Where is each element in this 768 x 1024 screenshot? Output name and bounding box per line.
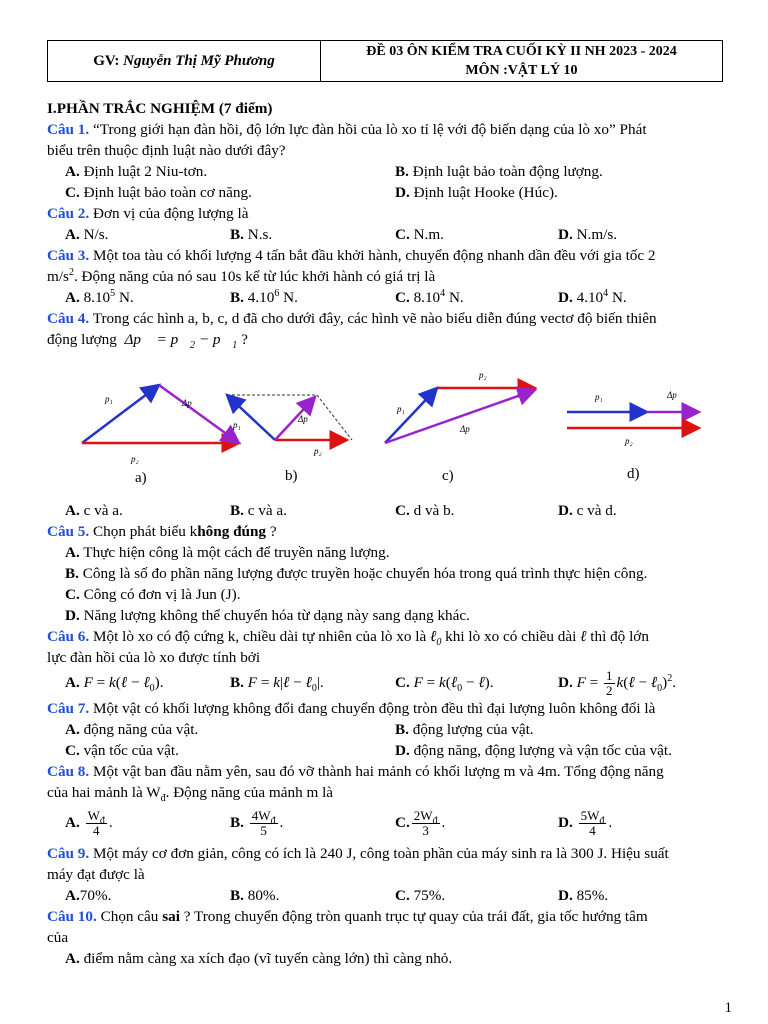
- option-b[interactable]: B. F = k|ℓ − ℓ$_0$|.: [230, 674, 324, 695]
- question-text: Trong các hình a, b, c, d đã cho dưới đây, các hình vẽ nào biểu diễn đúng vectơ độ biến thiên: [89, 310, 657, 327]
- option-b[interactable]: B. động lượng của vật.: [395, 721, 534, 738]
- caption-d: d): [627, 466, 640, 482]
- svg-text:p₂: p₂: [479, 370, 487, 380]
- option-b[interactable]: B. 4.10$^6$ N.: [230, 287, 298, 306]
- option-b[interactable]: B. Công là số đo phần năng lượng được truyền hoặc chuyển hóa trong quá trình thực hiện công.: [65, 565, 648, 582]
- question-text-cont: của hai mảnh là $W_đ$. Động năng của mảnh m là: [47, 784, 334, 805]
- option-a[interactable]: A. $\frac{W_đ}{4}$ .: [65, 808, 113, 839]
- exam-header: [47, 40, 723, 82]
- vector-figures: [47, 350, 761, 500]
- question-label: Câu 3.: [47, 247, 90, 264]
- caption-a: a): [135, 470, 147, 486]
- question-text: Đơn vị của động lượng là: [89, 205, 249, 222]
- question-label: Câu 7.: [47, 700, 90, 717]
- option-d[interactable]: D. c và d.: [558, 502, 617, 519]
- options-row: [47, 182, 761, 203]
- options-row: [47, 885, 761, 906]
- option-d[interactable]: D. $\frac{5W_đ}{4}$ .: [558, 808, 613, 839]
- option-d[interactable]: D. Định luật Hooke (Húc).: [395, 184, 558, 201]
- question-6: Câu 6. Một lò xo có độ cứng k, chiều dài tự nhiên của lò xo là ℓ$_0$ khi lò xo có chiều dài ℓ thì độ lớn: [47, 628, 649, 649]
- option-a[interactable]: A. c và a.: [65, 502, 123, 519]
- option-c[interactable]: C. 75%.: [395, 887, 446, 904]
- caption-b: b): [285, 468, 298, 484]
- svg-text:p₁: p₁: [595, 392, 603, 402]
- teacher-label: GV:: [93, 52, 120, 69]
- option-a[interactable]: A.70%.: [65, 887, 112, 904]
- option-b[interactable]: B. c và a.: [230, 502, 287, 519]
- options-row: [47, 719, 761, 740]
- question-1: [47, 119, 761, 140]
- question-text: Một toa tàu có khối lượng 4 tấn bắt đầu khởi hành, chuyển động nhanh dần đều với gia tốc 2: [89, 247, 656, 264]
- svg-text:p₂: p₂: [314, 446, 322, 456]
- question-text-cont: biểu trên thuộc định luật nào dưới đây?: [47, 142, 286, 159]
- svg-text:Δp: Δp: [667, 390, 677, 400]
- option-c[interactable]: C. vận tốc của vật.: [65, 742, 179, 759]
- figure-d: [567, 390, 699, 446]
- figure-b: [227, 395, 352, 456]
- option-b[interactable]: B. N.s.: [230, 226, 273, 243]
- question-text: “Trong giới hạn đàn hồi, độ lớn lực đàn hồi của lò xo tỉ lệ với độ biến dạng của lò xo” Phát: [89, 121, 647, 138]
- option-d[interactable]: D. F = $\frac{1}{2}$ k(ℓ − ℓ$_0$)$^2$.: [558, 668, 677, 699]
- question-text-cont: $m/s^2$. Động năng của nó sau 10s kể từ lúc khởi hành có giá trị là: [47, 266, 436, 285]
- question-9: Câu 9. Một máy cơ đơn giản, công có ích là 240 J, công toàn phần của máy sinh ra là 300 J. Hiệu suất: [47, 845, 669, 862]
- exam-title: ĐỀ 03 ÔN KIỂM TRA CUỐI KỲ II NH 2023 - 2024: [366, 44, 677, 59]
- exam-subject: MÔN :VẬT LÝ 10: [465, 63, 578, 78]
- option-d[interactable]: D. 4.10$^4$ N.: [558, 287, 627, 306]
- question-4: [47, 308, 761, 329]
- option-a[interactable]: A. Thực hiện công là một cách để truyền năng lượng.: [65, 544, 390, 561]
- options-row: [47, 287, 761, 308]
- question-text-cont: máy đạt được là: [47, 866, 145, 883]
- options-row: [47, 161, 761, 182]
- option-a[interactable]: A. 8.10$^5$ N.: [65, 287, 134, 306]
- question-text-cont: của: [47, 929, 69, 946]
- option-c[interactable]: C. Công có đơn vị là Jun (J).: [65, 586, 241, 603]
- question-5: Câu 5. Chọn phát biểu không đúng ?: [47, 523, 277, 540]
- option-a[interactable]: A. F = k(ℓ − ℓ$_0$).: [65, 674, 164, 695]
- option-b[interactable]: B. 80%.: [230, 887, 280, 904]
- figure-c: [385, 370, 535, 443]
- option-a[interactable]: A. N/s.: [65, 226, 109, 243]
- option-c[interactable]: C. d và b.: [395, 502, 455, 519]
- question-text-cont: động lượng Δp⃗ = $p⃗_2$ − $p⃗_1$ ?: [47, 331, 248, 352]
- question-label: Câu 6.: [47, 628, 90, 645]
- page-number: 1: [724, 1000, 732, 1016]
- svg-text:Δp: Δp: [298, 414, 308, 424]
- options-row: [47, 803, 761, 843]
- svg-text:p₂: p₂: [131, 454, 139, 464]
- options-row: [47, 740, 761, 761]
- option-a[interactable]: A. Định luật 2 Niu-tơn.: [65, 163, 208, 180]
- vector-diagrams: [47, 350, 761, 500]
- figure-a: [82, 385, 239, 464]
- option-d[interactable]: D. Năng lượng không thể chuyển hóa từ dạng này sang dạng khác.: [65, 607, 470, 624]
- question-label: Câu 4.: [47, 310, 90, 327]
- option-c[interactable]: C. F = k(ℓ$_0$ − ℓ).: [395, 674, 494, 695]
- option-c[interactable]: C. N.m.: [395, 226, 444, 243]
- svg-text:p₁: p₁: [397, 404, 405, 414]
- option-a[interactable]: A. động năng của vật.: [65, 721, 199, 738]
- question-3: [47, 245, 761, 266]
- question-8: Câu 8. Một vật ban đầu nằm yên, sau đó vỡ thành hai mảnh có khối lượng m và 4m. Tổng động năng: [47, 763, 664, 780]
- exam-content: [47, 98, 761, 969]
- question-text-cont: lực đàn hồi của lò xo được tính bởi: [47, 649, 261, 666]
- teacher-cell: [48, 41, 321, 81]
- option-b[interactable]: B. Định luật bảo toàn động lượng.: [395, 163, 603, 180]
- question-10: Câu 10. Chọn câu sai ? Trong chuyển động tròn quanh trục tự quay của trái đất, gia tốc hướng tâm: [47, 908, 648, 925]
- option-d[interactable]: D. N.m/s.: [558, 226, 618, 243]
- svg-text:p₁: p₁: [233, 420, 241, 430]
- question-2: [47, 203, 761, 224]
- question-label: Câu 1.: [47, 121, 90, 138]
- question-label: Câu 8.: [47, 763, 90, 780]
- section-title: I.PHẦN TRẮC NGHIỆM (7 điểm): [47, 100, 273, 117]
- caption-c: c): [442, 468, 454, 484]
- option-c[interactable]: C. $\frac{2W_đ}{3}$ .: [395, 808, 446, 839]
- svg-text:p₂: p₂: [625, 436, 633, 446]
- option-c[interactable]: C. 8.10$^4$ N.: [395, 287, 464, 306]
- option-d[interactable]: D. 85%.: [558, 887, 609, 904]
- svg-text:Δp: Δp: [182, 398, 192, 408]
- svg-text:Δp: Δp: [460, 424, 470, 434]
- exam-title-cell: [321, 41, 722, 81]
- options-row: [47, 500, 761, 521]
- options-row: [47, 668, 761, 698]
- option-d[interactable]: D. động năng, động lượng và vận tốc của vật.: [395, 742, 672, 759]
- question-label: Câu 5.: [47, 523, 90, 540]
- option-c[interactable]: C. Định luật bảo toàn cơ năng.: [65, 184, 252, 201]
- question-label: Câu 9.: [47, 845, 90, 862]
- question-label: Câu 10.: [47, 908, 97, 925]
- teacher-name: Nguyễn Thị Mỹ Phương: [123, 52, 275, 69]
- question-7: Câu 7. Một vật có khối lượng không đổi đang chuyển động tròn đều thì đại lượng luôn không đổi là: [47, 700, 656, 717]
- options-row: [47, 224, 761, 245]
- question-label: Câu 2.: [47, 205, 90, 222]
- option-a[interactable]: A. điểm nằm càng xa xích đạo (vĩ tuyến càng lớn) thì càng nhỏ.: [65, 950, 453, 967]
- option-b[interactable]: B. $\frac{4W_đ}{5}$ .: [230, 808, 284, 839]
- svg-text:p₁: p₁: [105, 394, 113, 404]
